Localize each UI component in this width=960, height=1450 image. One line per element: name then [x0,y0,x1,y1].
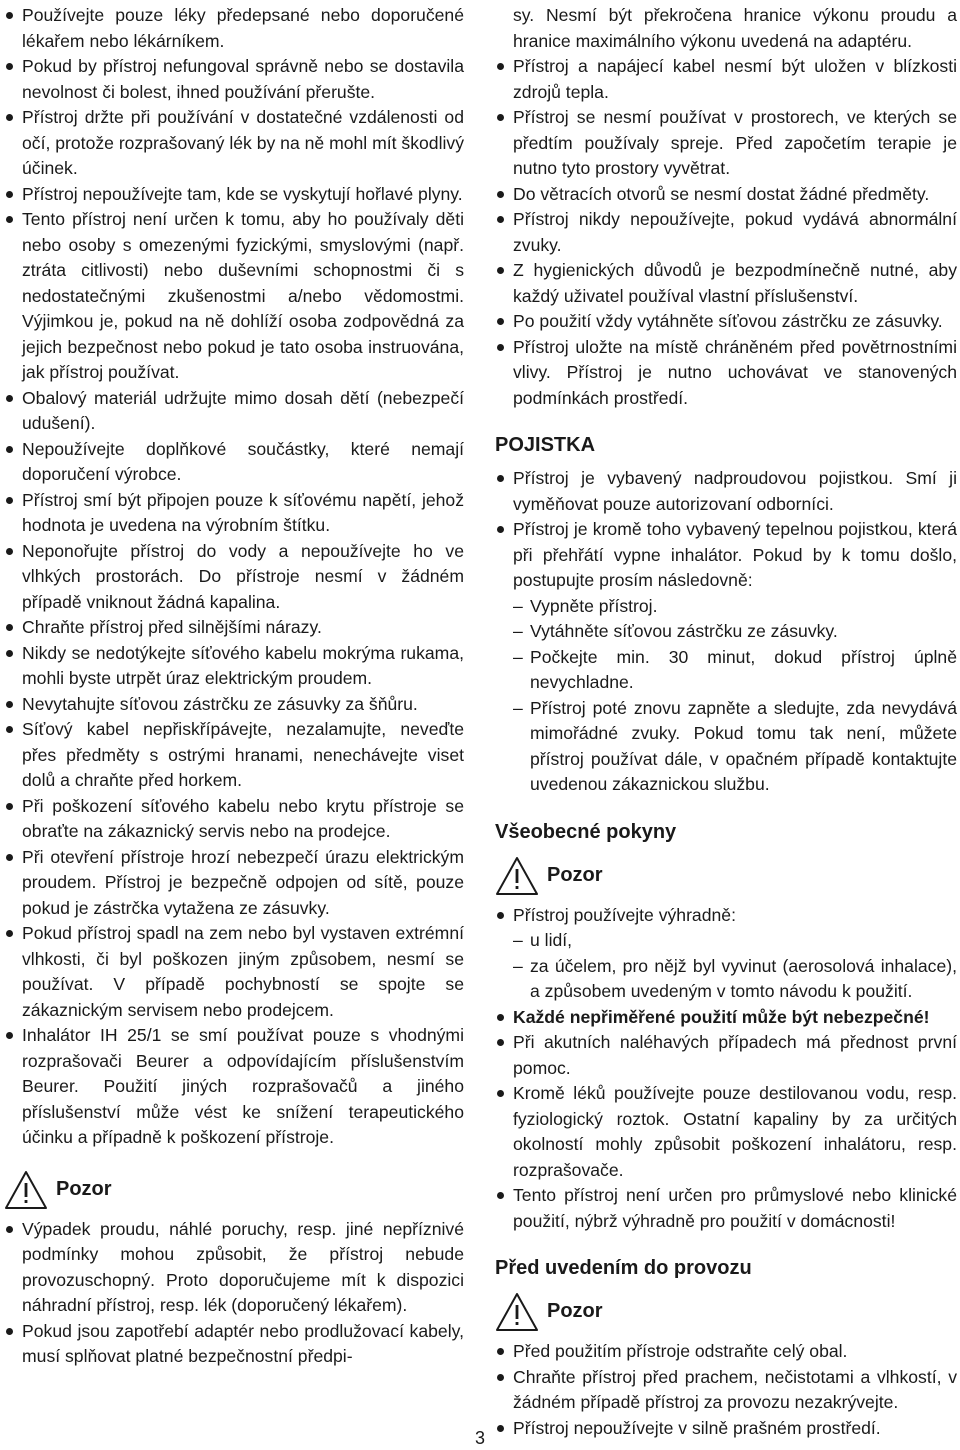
general-list [495,903,957,929]
section-heading-startup: Před uvedením do provozu [495,1257,752,1279]
warning-label: Pozor [547,1300,603,1323]
list-item: Nikdy se nedotýkejte síťového kabelu mokrýma rukama, mohli byste utrpět úraz elektrickým proudem. [4,641,464,692]
fuse-list [495,466,957,594]
step-item: – Vytáhněte síťovou zástrčku ze zásuvky. [495,619,957,645]
list-item: Přístroj používejte výhradně: [495,903,957,929]
list-item: Výpadek proudu, náhlé poruchy, resp. jiné nepříznivé podmínky mohou způsobit, že přístroj nebude provozuschopný. Proto doporučujeme mít k dispozici náhradní přístroj, resp. lék (doporučený lékařem). [4,1217,464,1319]
list-item: Před použitím přístroje odstraňte celý obal. [495,1339,957,1365]
list-item: Přístroj nepoužívejte tam, kde se vyskytují hořlavé plyny. [4,182,464,208]
warning-label: Pozor [547,863,603,886]
list-item: Pokud by přístroj nefungoval správně nebo se dostavila nevolnost či bolest, ihned používání přerušte. [4,54,464,105]
list-item: Pokud jsou zapotřebí adaptér nebo prodlužovací kabely, musí splňovat platné bezpečnostní předpi- [4,1319,464,1370]
list-item: Neponořujte přístroj do vody a nepoužívejte ho ve vlhkých prostorách. Do přístroje nesmí v žádném případě vniknout žádná kapalina. [4,539,464,616]
list-item: Přístroj uložte na místě chráněném před povětrnostními vlivy. Přístroj je nutno uchovávat ve stanovených podmínkách prostředí. [495,335,957,412]
list-item: Inhalátor IH 25/1 se smí používat pouze s vhodnými rozprašovači Beurer a odpovídajícím příslušenstvím Beurer. Použití jiných rozprašovačů a jiného příslušenství může vést ke snížení terapeutického účinku a případně k poškození přístroje. [4,1023,464,1151]
list-item: Přístroj je vybavený nadproudovou pojistkou. Smí ji vyměňovat pouze autorizovaní odborníci. [495,466,957,517]
warning-list [4,1217,464,1370]
list-item: Při akutních naléhavých případech má přednost první pomoc. [495,1030,957,1081]
step-item: – u lidí, [495,928,957,954]
right-column [495,3,957,1441]
step-item: – Vypněte přístroj. [495,594,957,620]
general-list-2 [495,1005,957,1235]
usage-steps [495,928,957,1005]
list-item: Kromě léků používejte pouze destilovanou vodu, resp. fyziologický roztok. Ostatní kapaliny by za určitých okolností mohly způsobit poškození inhalátoru, resp. rozprašovače. [495,1081,957,1183]
safety-list-continued [495,54,957,411]
list-item: Obalový materiál udržujte mimo dosah dětí (nebezpečí udušení). [4,386,464,437]
list-item: Přístroj nikdy nepoužívejte, pokud vydává abnormální zvuky. [495,207,957,258]
list-item: Nepoužívejte doplňkové součástky, které nemají doporučení výrobce. [4,437,464,488]
warning-callout [495,1291,957,1333]
list-item: Přístroj nepoužívejte v silně prašném prostředí. [495,1416,957,1442]
warning-callout [495,855,957,897]
warning-label: Pozor [56,1177,112,1200]
list-item: Chraňte přístroj před prachem, nečistotami a vlhkostí, v žádném případě přístroj za provozu nezakrývejte. [495,1365,957,1416]
startup-list [495,1339,957,1441]
list-item: Chraňte přístroj před silnějšími nárazy. [4,615,464,641]
warning-callout [4,1169,464,1211]
step-item: – Přístroj poté znovu zapněte a sledujte, zda nevydává mimořádné zvuky. Pokud tomu tak není, můžete přístroj používat dále, v opačném případě kontaktujte uvedenou zákaznickou službu. [495,696,957,798]
section-heading-general: Všeobecné pokyny [495,820,677,843]
list-item: Přístroj je kromě toho vybavený tepelnou pojistkou, která při přehřátí vypne inhalátor. Pokud by k tomu došlo, postupujte prosím následovně: [495,517,957,594]
list-item: Síťový kabel nepřiskřípávejte, nezalamujte, neveďte přes předměty s ostrými hranami, nenechávejte viset dolů a chraňte před horkem. [4,717,464,794]
warning-triangle-icon [495,1292,539,1332]
warning-triangle-icon [4,1170,48,1210]
list-item: Přístroj a napájecí kabel nesmí být uložen v blízkosti zdrojů tepla. [495,54,957,105]
list-item: Do větracích otvorů se nesmí dostat žádné předměty. [495,182,957,208]
warning-triangle-icon [495,856,539,896]
list-item: Při poškození síťového kabelu nebo krytu přístroje se obraťte na zákaznický servis nebo na prodejce. [4,794,464,845]
list-item: Tento přístroj není určen pro průmyslové nebo klinické použití, nýbrž výhradně pro použití v domácnosti! [495,1183,957,1234]
list-item: Tento přístroj není určen k tomu, aby ho používaly děti nebo osoby s omezenými fyzickými, smyslovými (např. ztráta citlivosti) nebo duševními schopnostmi či s nedostatečnými zkušenostmi a/nebo vědomostmi. Výjimkou je, pokud na ně dohlíží osoba zodpovědná za jejich bezpečnost nebo pokud je tato osoba instruována, jak přístroj používat. [4,207,464,386]
fuse-steps [495,594,957,798]
list-item: Přístroj se nesmí používat v prostorech, ve kterých se předtím používaly spreje. Před započetím terapie je nutno tyto prostory vyvětrat. [495,105,957,182]
page-number: 3 [474,1428,485,1448]
safety-list [4,3,464,1151]
list-item: Pokud přístroj spadl na zem nebo byl vystaven extrémní vlhkosti, či byl poškozen jiným způsobem, nesmí se používat. V případě pochybností se spojte se zákaznickým servisem nebo prodejcem. [4,921,464,1023]
step-item: – Počkejte min. 30 minut, dokud přístroj úplně nevychladne. [495,645,957,696]
list-item-emphasis: Každé nepřiměřené použití může být nebezpečné! [495,1005,957,1031]
list-item: Po použití vždy vytáhněte síťovou zástrčku ze zásuvky. [495,309,957,335]
list-item: Při otevření přístroje hrozí nebezpečí úrazu elektrickým proudem. Přístroj je bezpečně odpojen od sítě, pouze pokud je zástrčka vytažena ze zásuvky. [4,845,464,922]
section-heading-fuse: POJISTKA [495,434,596,456]
step-item: – za účelem, pro nějž byl vyvinut (aerosolová inhalace), a způsobem uvedeným v tomto návodu k použití. [495,954,957,1005]
left-column [4,3,464,1370]
continued-text: sy. Nesmí být překročena hranice výkonu proudu a hranice maximálního výkonu uvedená na adaptéru. [513,5,957,51]
list-item: Používejte pouze léky předepsané nebo doporučené lékařem nebo lékárníkem. [4,3,464,54]
list-item: Přístroj držte při používání v dostatečné vzdálenosti od očí, protože rozprašovaný lék by na ně mohl mít škodlivý účinek. [4,105,464,182]
list-item: Přístroj smí být připojen pouze k síťovému napětí, jehož hodnota je uvedena na výrobním štítku. [4,488,464,539]
list-item: Nevytahujte síťovou zástrčku ze zásuvky za šňůru. [4,692,464,718]
list-item: Z hygienických důvodů je bezpodmínečně nutné, aby každý uživatel používal vlastní příslušenství. [495,258,957,309]
